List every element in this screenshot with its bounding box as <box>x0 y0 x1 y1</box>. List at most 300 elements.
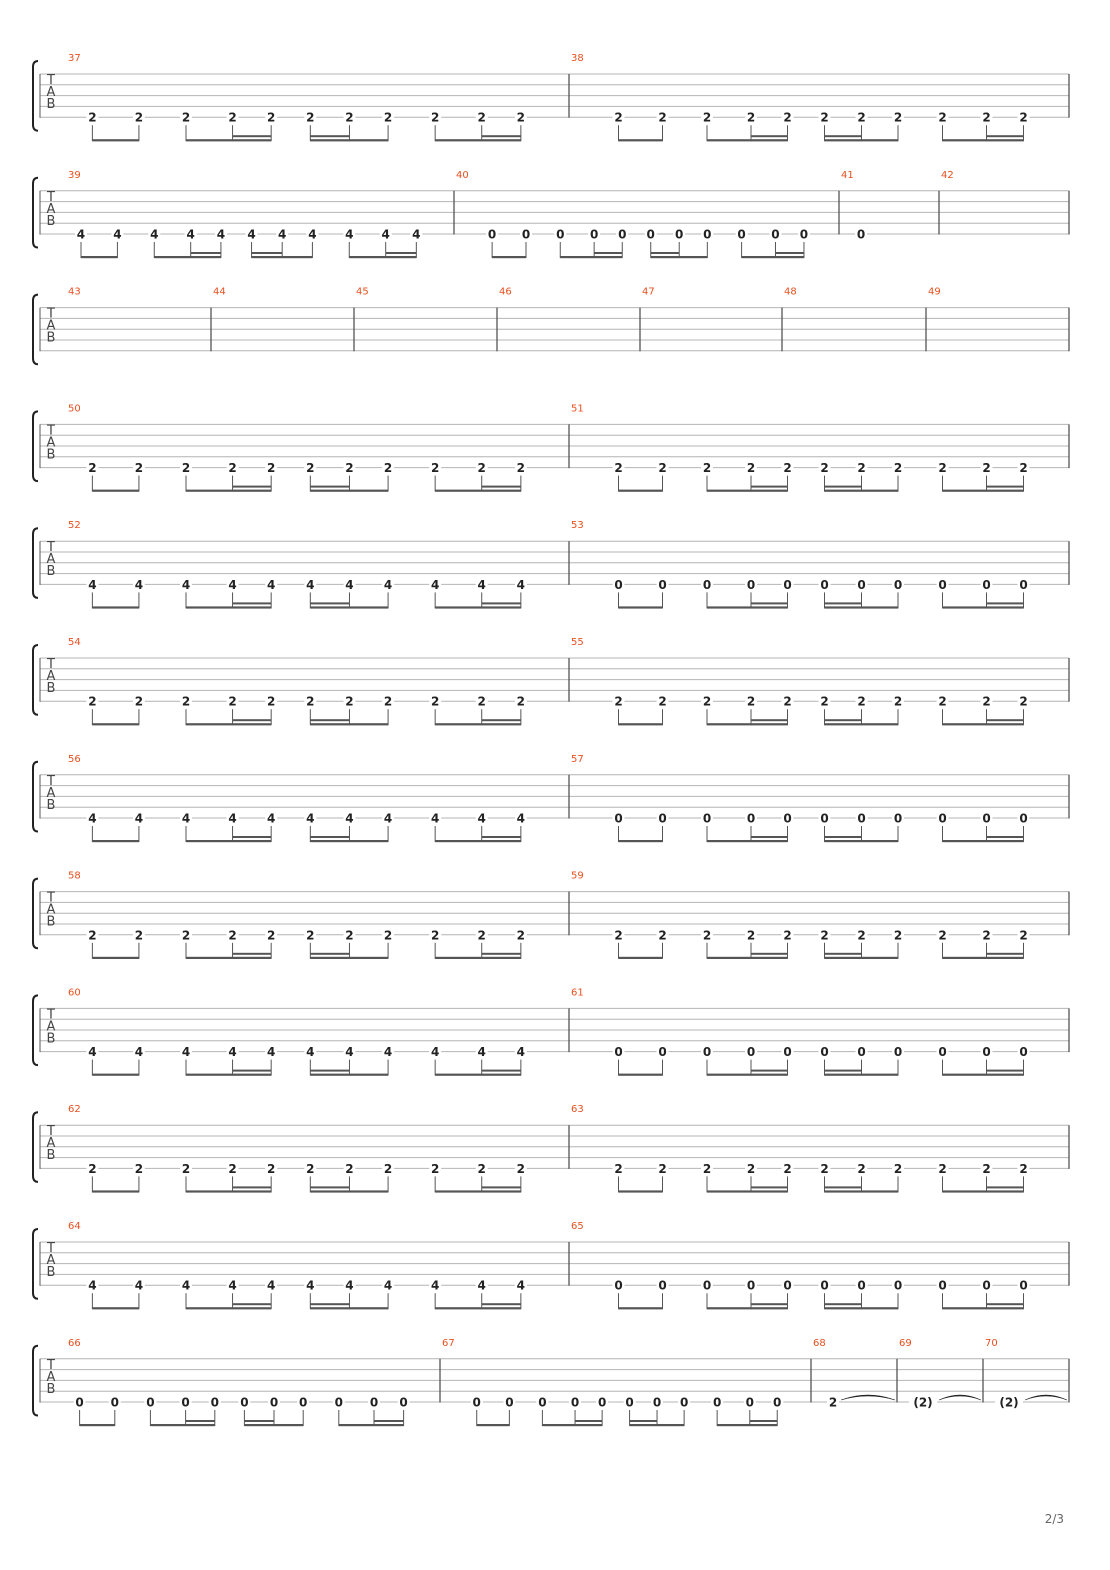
sixteenth-beam <box>751 953 788 955</box>
measure-number: 68 <box>813 1337 826 1349</box>
sixteenth-beam <box>575 1420 602 1422</box>
sixteenth-beam <box>825 953 862 955</box>
fret-number: 2 <box>306 1161 315 1176</box>
sixteenth-beam <box>310 719 349 721</box>
sixteenth-beam <box>191 252 221 254</box>
fret-number: 4 <box>345 227 354 242</box>
system-bracket <box>33 1112 38 1182</box>
beam <box>310 606 388 608</box>
beam <box>943 490 1024 492</box>
fret-number: 2 <box>228 110 237 125</box>
sixteenth-beam <box>310 1303 349 1305</box>
fret-number: 0 <box>556 227 565 242</box>
fret-number: 2 <box>345 694 354 709</box>
fret-number: 0 <box>783 811 792 826</box>
beam <box>435 1307 521 1309</box>
fret-number: 4 <box>181 1278 191 1293</box>
fret-number: 0 <box>746 1278 756 1293</box>
measure-number: 44 <box>213 286 226 298</box>
fret-number: 0 <box>1019 1278 1028 1293</box>
fret-number: 0 <box>399 1395 408 1410</box>
beam <box>92 1307 139 1309</box>
tab-clef-letter: A <box>46 1369 56 1385</box>
sixteenth-beam <box>775 252 803 254</box>
fret-number: 2 <box>1019 110 1028 125</box>
fret-number: 2 <box>938 928 947 943</box>
fret-number: 2 <box>938 461 947 476</box>
sixteenth-beam <box>310 602 349 604</box>
fret-number: 2 <box>88 110 97 125</box>
fret-number: 0 <box>614 577 623 592</box>
beam <box>707 957 788 959</box>
fret-number: 4 <box>345 577 354 592</box>
fret-number: 0 <box>269 1395 279 1410</box>
fret-number: 0 <box>857 577 866 592</box>
beam <box>186 606 271 608</box>
beam <box>707 139 788 141</box>
beam <box>244 1424 303 1426</box>
fret-number: 2 <box>306 461 315 476</box>
fret-number: 2 <box>88 928 97 943</box>
sixteenth-beam <box>825 486 862 488</box>
fret-number: 2 <box>783 694 792 709</box>
fret-number: 4 <box>228 1045 237 1060</box>
beam <box>825 490 899 492</box>
tab-clef-letter: T <box>47 773 55 789</box>
sixteenth-beam <box>825 719 862 721</box>
fret-number: 2 <box>228 461 237 476</box>
system-bracket <box>33 528 38 598</box>
beam <box>943 840 1024 842</box>
sixteenth-beam <box>233 953 272 955</box>
fret-number: 4 <box>345 811 354 826</box>
tab-clef-letter: A <box>46 552 56 568</box>
fret-number: 0 <box>240 1395 249 1410</box>
beam <box>943 1190 1024 1192</box>
fret-number: 4 <box>477 1278 486 1293</box>
fret-number: 4 <box>308 227 317 242</box>
fret-number: 4 <box>228 577 237 592</box>
fret-number: 0 <box>675 227 684 242</box>
fret-number: 4 <box>383 577 393 592</box>
fret-number: 2 <box>893 694 903 709</box>
beam <box>81 256 117 258</box>
fret-number: 2 <box>228 694 237 709</box>
sixteenth-beam <box>825 1303 862 1305</box>
measure-number: 42 <box>941 169 954 181</box>
measure-number: 43 <box>68 286 81 298</box>
beam <box>150 1424 214 1426</box>
fret-number: 2 <box>982 928 991 943</box>
fret-number: 2 <box>828 1395 838 1410</box>
fret-number: 0 <box>702 1278 712 1293</box>
sixteenth-beam <box>594 252 622 254</box>
fret-number: 4 <box>477 577 486 592</box>
beam <box>542 1424 602 1426</box>
fret-number: 0 <box>938 811 947 826</box>
fret-number: 4 <box>247 227 256 242</box>
fret-number: 2 <box>134 1161 144 1176</box>
beam <box>707 840 788 842</box>
sixteenth-beam <box>987 1186 1024 1188</box>
fret-number: 2 <box>266 694 276 709</box>
fret-number: 2 <box>516 694 526 709</box>
measure-number: 67 <box>442 1337 455 1349</box>
fret-number: 2 <box>702 928 712 943</box>
fret-number: 4 <box>181 811 191 826</box>
fret-number: 2 <box>893 1161 903 1176</box>
fret-number: 2 <box>783 928 792 943</box>
tab-clef-letter: B <box>46 1031 56 1047</box>
beam <box>943 1307 1024 1309</box>
sixteenth-beam <box>751 1070 788 1072</box>
fret-number: 0 <box>334 1395 343 1410</box>
fret-number: 0 <box>771 227 780 242</box>
beam <box>825 1074 899 1076</box>
fret-number: 2 <box>430 1161 440 1176</box>
measure-number: 69 <box>899 1337 912 1349</box>
fret-number: 0 <box>783 1278 792 1293</box>
fret-number: 2 <box>746 461 756 476</box>
tab-clef-letter: A <box>46 785 56 801</box>
sixteenth-beam <box>310 1070 349 1072</box>
fret-number: 0 <box>982 811 991 826</box>
measure-number: 60 <box>68 987 81 999</box>
beam <box>435 139 521 141</box>
sixteenth-beam <box>630 1420 657 1422</box>
tab-clef-letter: T <box>47 189 55 205</box>
fret-number: 2 <box>383 928 393 943</box>
fret-number: 2 <box>383 461 393 476</box>
beam <box>707 1190 788 1192</box>
sixteenth-beam <box>244 1420 274 1422</box>
beam <box>186 1307 271 1309</box>
sixteenth-beam <box>825 135 862 137</box>
fret-number: 4 <box>266 1045 276 1060</box>
fret-number: 2 <box>383 110 393 125</box>
fret-number: 4 <box>228 1278 237 1293</box>
beam <box>310 139 388 141</box>
beam <box>943 957 1024 959</box>
fret-number: 2 <box>266 461 276 476</box>
tab-clef-letter: T <box>47 423 55 439</box>
beam <box>619 490 663 492</box>
fret-number: 2 <box>266 928 276 943</box>
fret-number: 4 <box>266 577 276 592</box>
sixteenth-beam <box>233 135 272 137</box>
fret-number: 0 <box>181 1395 190 1410</box>
fret-number: 2 <box>345 928 354 943</box>
fret-number: 4 <box>181 1045 191 1060</box>
beam <box>707 606 788 608</box>
beam <box>619 957 663 959</box>
fret-number: 2 <box>857 694 866 709</box>
beam <box>825 1307 899 1309</box>
fret-number: 2 <box>982 694 991 709</box>
fret-number: 0 <box>712 1395 722 1410</box>
fret-number: 2 <box>614 110 623 125</box>
fret-number: 0 <box>652 1395 662 1410</box>
tab-clef-letter: A <box>46 902 56 918</box>
fret-number: 0 <box>625 1395 634 1410</box>
fret-number: 4 <box>88 811 97 826</box>
fret-number: 2 <box>134 461 144 476</box>
tab-clef-letter: T <box>47 1124 55 1140</box>
beam <box>92 1190 139 1192</box>
fret-number: 2 <box>702 1161 712 1176</box>
fret-number: 2 <box>228 928 237 943</box>
tab-clef-letter: A <box>46 435 56 451</box>
fret-number: 2 <box>88 1161 97 1176</box>
fret-number: 0 <box>646 227 655 242</box>
fret-number: 4 <box>477 811 486 826</box>
fret-number: 2 <box>820 110 829 125</box>
beam <box>619 606 663 608</box>
fret-number: 4 <box>134 811 144 826</box>
beam <box>310 723 388 725</box>
fret-number: 2 <box>88 461 97 476</box>
fret-number: 0 <box>938 1278 947 1293</box>
fret-number: 0 <box>75 1395 84 1410</box>
fret-number: 2 <box>516 1161 526 1176</box>
tab-clef-letter: A <box>46 1253 56 1268</box>
fret-number: 2 <box>857 1161 866 1176</box>
sixteenth-beam <box>233 1186 272 1188</box>
beam <box>943 1074 1024 1076</box>
fret-number: 4 <box>516 577 526 592</box>
measure-number: 49 <box>928 286 941 298</box>
beam <box>252 256 313 258</box>
beam <box>92 840 139 842</box>
fret-number: 2 <box>1019 928 1028 943</box>
fret-number: 0 <box>658 1045 667 1060</box>
beam <box>92 1074 139 1076</box>
measure-number: 61 <box>571 987 584 999</box>
sixteenth-beam <box>310 836 349 838</box>
measure-number: 38 <box>571 53 584 64</box>
fret-number: 0 <box>589 227 599 242</box>
sixteenth-beam <box>482 953 521 955</box>
fret-number: 2 <box>820 1161 829 1176</box>
beam <box>339 1424 404 1426</box>
fret-number: 0 <box>1019 1045 1028 1060</box>
beam <box>186 840 271 842</box>
beam <box>435 957 521 959</box>
system-bracket <box>33 61 38 131</box>
fret-number: 0 <box>614 1045 623 1060</box>
beam <box>943 723 1024 725</box>
fret-number: 4 <box>186 227 195 242</box>
measure-number: 66 <box>68 1337 81 1349</box>
sixteenth-beam <box>751 602 788 604</box>
measure-number: 39 <box>68 169 81 181</box>
fret-number: 0 <box>658 1278 667 1293</box>
tab-clef-letter: T <box>47 306 55 322</box>
fret-number: 4 <box>516 811 526 826</box>
fret-number: 4 <box>477 1045 486 1060</box>
fret-number: 0 <box>110 1395 119 1410</box>
fret-number: (2) <box>913 1395 933 1410</box>
measure-number: 59 <box>571 870 584 882</box>
fret-number: 4 <box>381 227 390 242</box>
beam <box>619 840 663 842</box>
fret-number: 0 <box>938 1045 947 1060</box>
fret-number: 4 <box>88 577 97 592</box>
fret-number: 0 <box>369 1395 379 1410</box>
beam <box>186 139 271 141</box>
measure-number: 63 <box>571 1104 584 1116</box>
fret-number: 2 <box>820 694 829 709</box>
measure-number: 50 <box>68 403 81 415</box>
fret-number: 0 <box>938 577 947 592</box>
fret-number: 0 <box>982 1278 991 1293</box>
sixteenth-beam <box>233 836 272 838</box>
sixteenth-beam <box>987 719 1024 721</box>
fret-number: 2 <box>746 928 756 943</box>
fret-number: 0 <box>745 1395 754 1410</box>
sixteenth-beam <box>310 486 349 488</box>
fret-number: 2 <box>181 928 191 943</box>
fret-number: 4 <box>278 227 287 242</box>
fret-number: 2 <box>181 110 191 125</box>
fret-number: 0 <box>597 1395 607 1410</box>
tab-clef-letter: A <box>46 85 56 100</box>
fret-number: 0 <box>982 1045 991 1060</box>
system-bracket <box>33 1346 38 1416</box>
fret-number: 4 <box>216 227 226 242</box>
fret-number: 4 <box>76 227 86 242</box>
sixteenth-beam <box>310 135 349 137</box>
fret-number: 0 <box>746 1045 756 1060</box>
fret-number: 2 <box>477 1161 486 1176</box>
beam <box>651 256 708 258</box>
fret-number: 0 <box>783 577 792 592</box>
fret-number: 0 <box>472 1395 481 1410</box>
fret-number: 0 <box>820 1278 829 1293</box>
system-bracket <box>33 178 38 248</box>
fret-number: 0 <box>702 577 712 592</box>
fret-number: 2 <box>306 110 315 125</box>
fret-number: 0 <box>1019 577 1028 592</box>
system-bracket <box>33 411 38 481</box>
fret-number: 4 <box>266 1278 276 1293</box>
fret-number: 0 <box>658 577 667 592</box>
beam <box>825 1190 899 1192</box>
tab-clef-letter: A <box>46 1019 56 1035</box>
fret-number: 2 <box>857 110 866 125</box>
fret-number: 4 <box>430 1278 440 1293</box>
fret-number: 0 <box>857 1278 866 1293</box>
beam <box>707 490 788 492</box>
measure-number: 51 <box>571 403 584 415</box>
fret-number: 2 <box>658 110 667 125</box>
fret-number: 2 <box>306 928 315 943</box>
measure-number: 70 <box>985 1337 998 1349</box>
beam <box>310 957 388 959</box>
system-bracket <box>33 1229 38 1299</box>
fret-number: 4 <box>383 1045 393 1060</box>
fret-number: 4 <box>266 811 276 826</box>
fret-number: 2 <box>783 461 792 476</box>
tab-clef-letter: A <box>46 318 56 334</box>
tab-clef-letter: B <box>46 330 56 346</box>
fret-number: 0 <box>487 227 497 242</box>
fret-number: 2 <box>938 694 947 709</box>
tab-clef-letter: T <box>47 73 55 88</box>
measure-number: 45 <box>356 286 369 298</box>
fret-number: 0 <box>505 1395 514 1410</box>
fret-number: 0 <box>702 811 712 826</box>
sixteenth-beam <box>825 836 862 838</box>
fret-number: 4 <box>430 1045 440 1060</box>
fret-number: 2 <box>614 928 623 943</box>
beam <box>825 840 899 842</box>
fret-number: 4 <box>134 1278 144 1293</box>
tab-clef-letter: B <box>46 213 56 229</box>
fret-number: 4 <box>134 1045 144 1060</box>
fret-number: 2 <box>345 1161 354 1176</box>
fret-number: 2 <box>820 461 829 476</box>
fret-number: 0 <box>773 1395 782 1410</box>
tab-clef-letter: T <box>47 1357 55 1373</box>
fret-number: 0 <box>746 811 756 826</box>
fret-number: 2 <box>1019 1161 1028 1176</box>
fret-number: 4 <box>88 1045 97 1060</box>
sixteenth-beam <box>482 836 521 838</box>
beam <box>943 139 1024 141</box>
beam <box>619 1074 663 1076</box>
fret-number: 0 <box>737 227 746 242</box>
page-number: 2/3 <box>1044 1512 1064 1526</box>
beam <box>825 723 899 725</box>
tab-clef-letter: T <box>47 540 55 556</box>
beam <box>435 723 521 725</box>
tab-clef-letter: B <box>46 681 56 696</box>
sixteenth-beam <box>252 252 283 254</box>
sixteenth-beam <box>482 135 521 137</box>
fret-number: 2 <box>477 928 486 943</box>
fret-number: 0 <box>538 1395 547 1410</box>
fret-number: 0 <box>521 227 531 242</box>
beam <box>630 1424 685 1426</box>
tab-clef-letter: T <box>47 890 55 906</box>
tab-clef-letter: B <box>46 564 56 580</box>
sixteenth-beam <box>825 1186 862 1188</box>
fret-number: 0 <box>893 577 903 592</box>
fret-number: 0 <box>703 227 712 242</box>
beam <box>186 1074 271 1076</box>
fret-number: 2 <box>430 928 440 943</box>
beam <box>92 139 139 141</box>
beam <box>619 139 663 141</box>
fret-number: 0 <box>799 227 809 242</box>
beam <box>435 606 521 608</box>
beam <box>154 256 221 258</box>
fret-number: 2 <box>477 461 486 476</box>
sixteenth-beam <box>310 1186 349 1188</box>
beam <box>310 490 388 492</box>
beam <box>310 840 388 842</box>
fret-number: 0 <box>820 577 829 592</box>
beam <box>707 723 788 725</box>
beam <box>186 723 271 725</box>
sixteenth-beam <box>233 1070 272 1072</box>
fret-number: 2 <box>982 461 991 476</box>
beam <box>619 723 663 725</box>
fret-number: 2 <box>383 694 393 709</box>
beam <box>310 1307 388 1309</box>
beam <box>943 606 1024 608</box>
